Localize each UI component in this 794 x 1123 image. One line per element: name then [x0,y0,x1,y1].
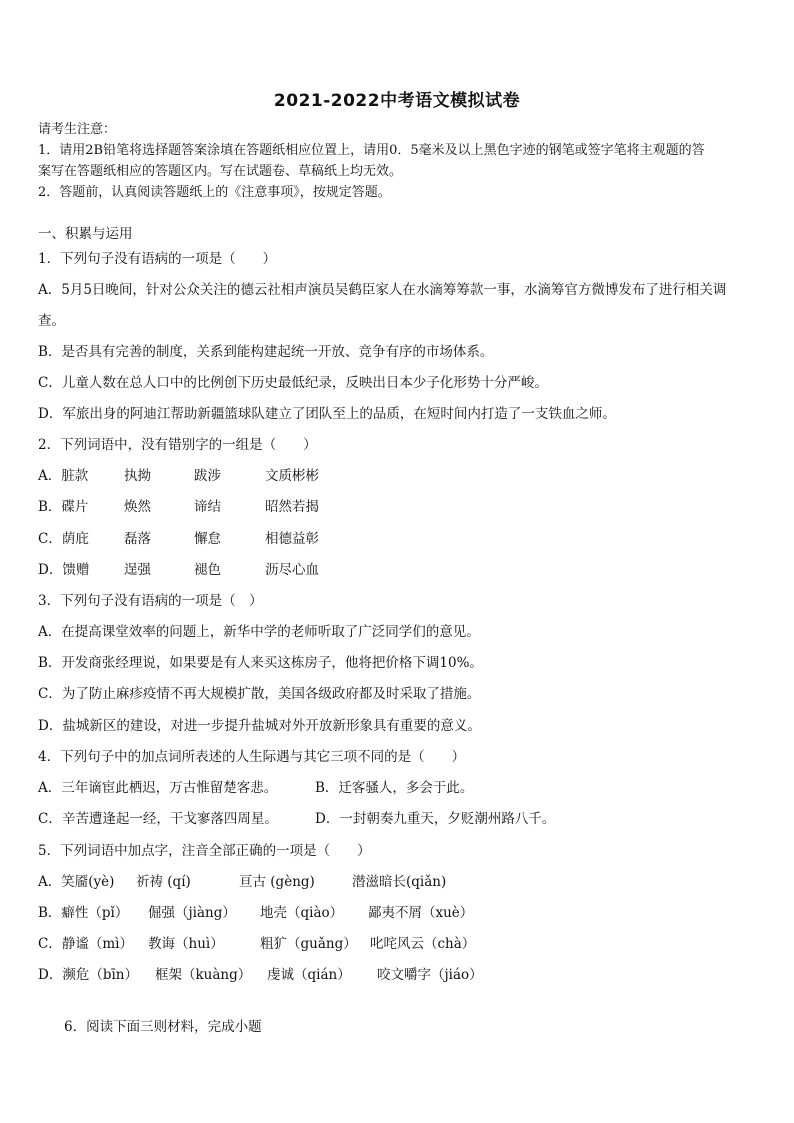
q5-a-2: 祈祷 (qí) [136,874,191,890]
q5-c-4: 叱咤风云（chà） [370,936,476,952]
q2-option-d [38,561,319,579]
q2-a-4: 文质彬彬 [265,468,319,484]
q2-option-a [38,467,319,485]
notice-line-2: 案写在答题纸相应的答题区内。写在试题卷、草稿纸上均无效。 [38,164,403,179]
q2-c-3: 懈怠 [194,531,221,547]
notice-line-3: 2．答题前，认真阅读答题纸上的《注意事项》，按规定答题。 [38,185,391,200]
q5-b-1: B．癖性（pǐ） [38,905,129,921]
q2-c-2: 磊落 [124,531,151,547]
q5-option-d [38,966,483,984]
q5-b-3: 地壳（qiào） [260,905,344,921]
q2-a-1: A．脏款 [38,468,89,484]
q3-option-a: A．在提高课堂效率的问题上，新华中学的老师听取了广泛同学们的意见。 [38,624,480,640]
q6-stem: 6．阅读下面三则材料，完成小题 [64,1019,262,1035]
q1-option-c: C．儿童人数在总人口中的比例创下历史最低纪录，反映出日本少子化形势十分严峻。 [38,375,548,391]
q2-b-4: 昭然若揭 [265,499,319,515]
q5-d-4: 咬文嚼字（jiáo） [377,967,483,983]
q2-a-2: 执拗 [124,468,151,484]
q3-stem: 3．下列句子没有语病的一项是（ ） [38,593,263,609]
q2-d-3: 褪色 [194,562,221,578]
q2-d-1: D．馈赠 [38,562,90,578]
q4-options-cd [38,810,555,828]
q4-option-b: B．迁客骚人，多会于此。 [315,780,474,796]
q2-stem: 2．下列词语中，没有错别字的一组是（ ） [38,437,317,453]
q3-option-d: D．盐城新区的建设，对进一步提升盐城对外开放新形象具有重要的意义。 [38,718,481,734]
q5-d-2: 框架（kuàng） [155,967,252,983]
q5-d-3: 虔诚（qián） [267,967,351,983]
q2-b-1: B．碟片 [38,499,89,515]
q5-d-1: D．濒危（bīn） [38,967,138,983]
q5-a-1: A．笑靥(yè) [38,874,115,890]
q4-option-c: C．辛苦遭逢起一经，干戈寥落四周星。 [38,811,278,827]
q1-option-d: D．军旅出身的阿迪江帮助新疆篮球队建立了团队至上的品质，在短时间内打造了一支铁血之师。 [38,406,616,422]
page-title: 2021-2022中考语文模拟试卷 [273,91,521,111]
q3-option-c: C．为了防止麻疹疫情不再大规模扩散，美国各级政府都及时采取了措施。 [38,686,481,702]
q5-a-3: 亘古 (gèng) [239,874,315,890]
notice-heading: 请考生注意： [38,122,117,137]
q1-option-a: A．5月5日晚间，针对公众关注的德云社相声演员吴鹤臣家人在水滴筹筹款一事，水滴筹官方微博发布了进行相关调 [38,282,727,298]
q5-a-4: 潜滋暗长(qiǎn) [352,874,447,890]
q2-c-4: 相德益彰 [265,531,319,547]
q1-stem: 1．下列句子没有语病的一项是（ ） [38,251,277,267]
q5-b-4: 鄙夷不屑（xuè） [368,905,474,921]
q1-option-b: B．是否具有完善的制度，关系到能构建起统一开放、竞争有序的市场体系。 [38,344,494,360]
section-heading: 一、积累与运用 [38,226,133,242]
q1-option-a-cont: 查。 [38,313,65,329]
q5-c-3: 粗犷（guǎng） [260,936,357,952]
q2-a-3: 跋涉 [194,468,221,484]
q4-option-d: D．一封朝奏九重天，夕贬潮州路八千。 [315,811,556,827]
q3-option-b: B．开发商张经理说，如果要是有人来买这栋房子，他将把价格下调10%。 [38,655,483,671]
q2-d-4: 沥尽心血 [265,562,319,578]
q2-option-b [38,498,319,516]
q5-option-a [38,873,446,891]
q4-stem: 4．下列句子中的加点词所表述的人生际遇与其它三项不同的是（ ） [38,749,466,765]
q2-option-c [38,530,319,548]
q4-options-ab [38,779,473,797]
q5-c-2: 教诲（huì） [148,936,224,952]
q2-d-2: 逞强 [124,562,151,578]
q2-b-2: 焕然 [124,499,151,515]
q5-option-b [38,904,473,922]
q5-c-1: C．静谧（mì） [38,936,133,952]
notice-line-1: 1．请用2B铅笔将选择题答案涂填在答题纸相应位置上，请用0．5毫米及以上黑色字迹的钢笔或签字笔将主观题的答 [38,143,705,158]
q5-stem: 5．下列词语中加点字，注音全部正确的一项是（ ） [38,843,371,859]
q4-option-a: A．三年谪宦此栖迟，万古惟留楚客悲。 [38,780,278,796]
q2-c-1: C．荫庇 [38,531,89,547]
q5-b-2: 倔强（jiàng） [148,905,236,921]
q5-option-c [38,935,475,953]
q2-b-3: 谛结 [194,499,221,515]
